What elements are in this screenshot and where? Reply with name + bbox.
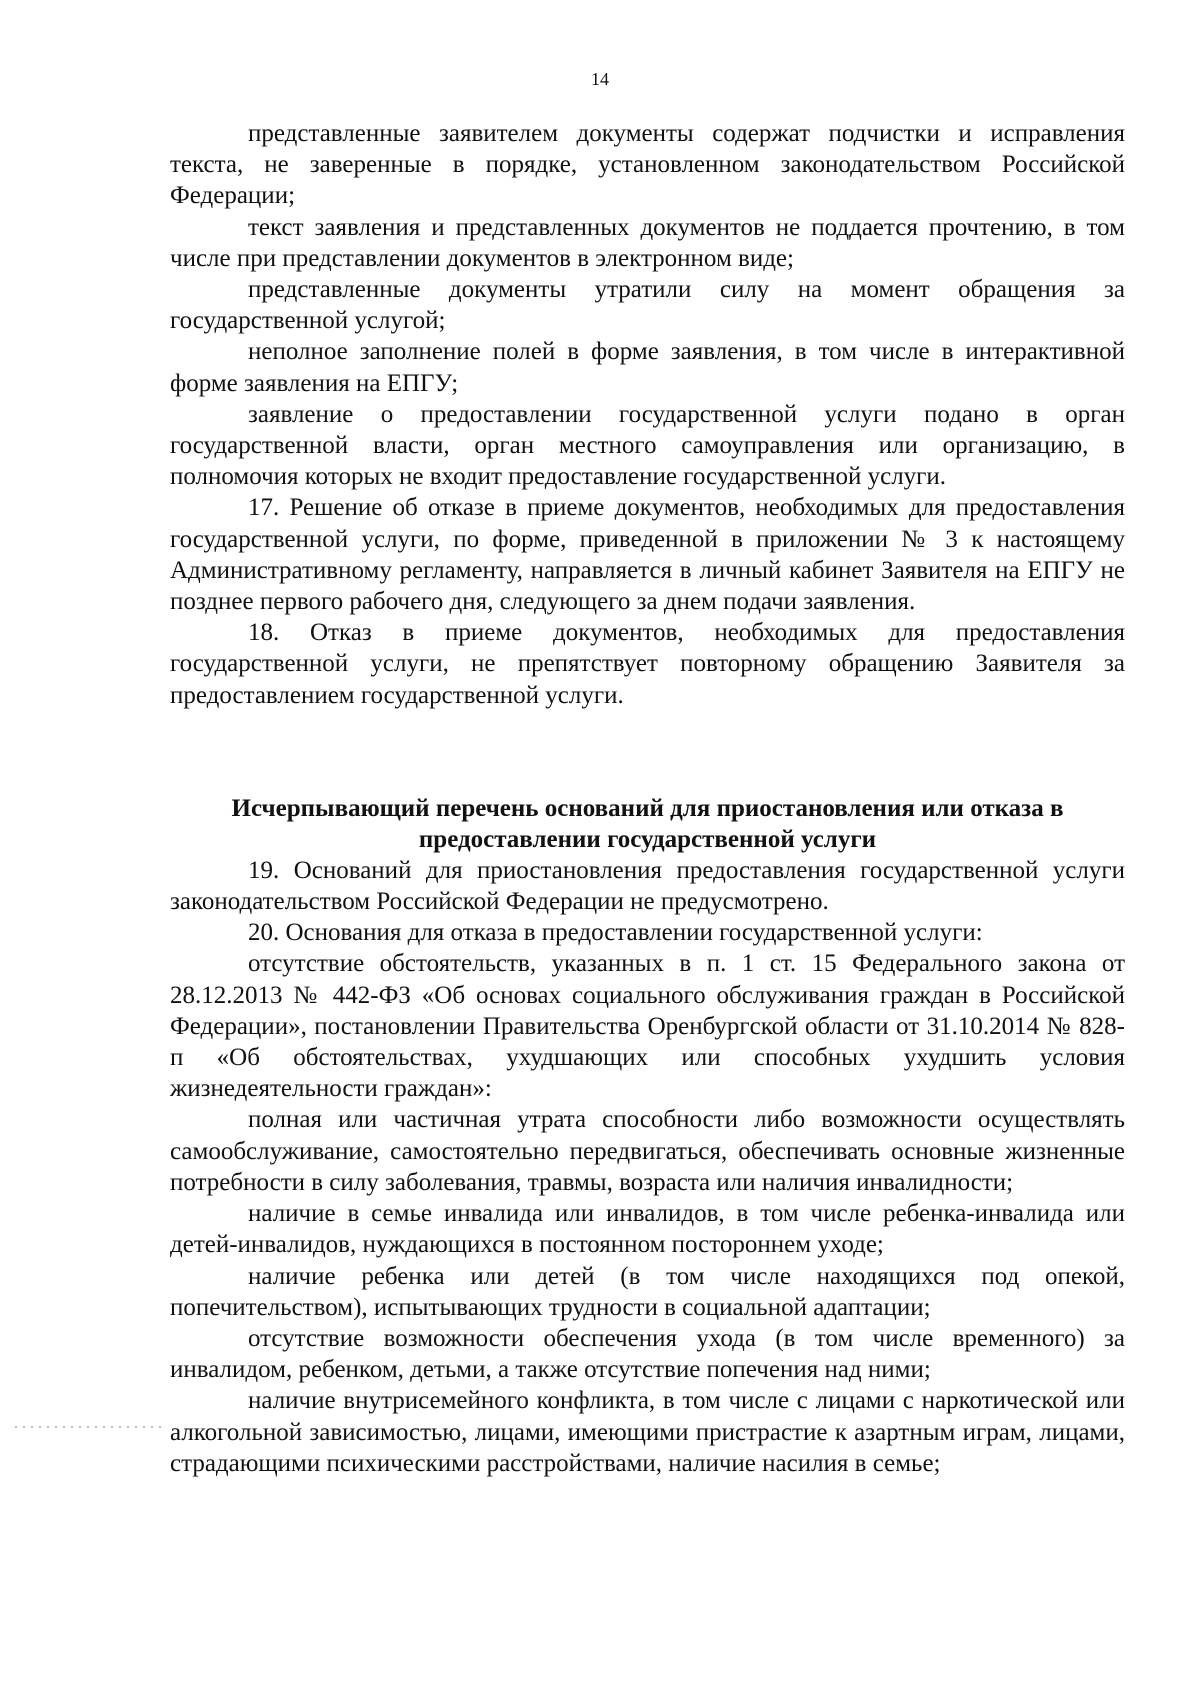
paragraph-item-18: 18. Отказ в приеме документов, необходимых для предоставления государственной услуги, не препятствует повторному обращению Заявителя за предоставлением государственной услуги. [170, 619, 1125, 709]
paragraph-item-20: 20. Основания для отказа в предоставлении государственной услуги: [248, 919, 983, 947]
document-body [170, 118, 1125, 1479]
paragraph-child-adaptation: наличие ребенка или детей (в том числе находящихся под опекой, попечительством), испытывающих трудности в социальной адаптации; [170, 1262, 1125, 1321]
paragraph-docs-corrections: представленные заявителем документы содержат подчистки и исправления текста, не заверенные в порядке, установленном законодательством Российской Федерации; [170, 120, 1125, 210]
paragraph-docs-expired: представленные документы утратили силу на момент обращения за государственной услугой; [170, 276, 1125, 335]
page-number: 14 [591, 69, 609, 89]
section-heading [170, 793, 1125, 855]
paragraph-item-19: 19. Оснований для приостановления предоставления государственной услуги законодательством Российской Федерации не предусмотрено. [170, 856, 1125, 916]
paragraph-disabled-in-family: наличие в семье инвалида или инвалидов, в том числе ребенка-инвалида или детей-инвалидов, нуждающихся в постоянном постороннем уходе; [170, 1200, 1125, 1259]
paragraph-family-conflict: наличие внутрисемейного конфликта, в том числе с лицами с наркотической или алкогольной зависимостью, лицами, имеющими пристрастие к азартным играм, лицами, страдающими психическими расстройствами, наличие насилия в семье; [170, 1387, 1125, 1477]
paragraph-no-care-possibility: отсутствие возможности обеспечения ухода (в том числе временного) за инвалидом, ребенком, детьми, а также отсутствие попечения над ними; [170, 1324, 1125, 1384]
section-heading-line-1: Исчерпывающий перечень оснований для приостановления или отказа в [231, 794, 1064, 822]
section-heading-line-2: предоставлении государственной услуги [418, 825, 877, 853]
paragraph-incomplete-form: неполное заполнение полей в форме заявления, в том числе в интерактивной форме заявления на ЕПГУ; [170, 338, 1125, 397]
paragraph-loss-of-ability: полная или частичная утрата способности либо возможности осуществлять самообслуживание, самостоятельно передвигаться, обеспечивать основные жизненные потребности в силу заболевания, травмы, возраста или наличия инвалидности; [170, 1106, 1125, 1196]
paragraph-absence-circumstances: отсутствие обстоятельств, указанных в п. 1 ст. 15 Федерального закона от 28.12.2013 № 442-ФЗ «Об основах социального обслуживания граждан в Российской Федерации», постановлении Правительства Оренбургской области от 31.10.2014 № 828-п «Об обстоятельствах, ухудшающих или способных ухудшить условия жизнедеятельности граждан»: [170, 950, 1125, 1103]
paragraph-item-17: 17. Решение об отказе в приеме документов, необходимых для предоставления государственной услуги, по форме, приведенной в приложении № 3 к настоящему Административному регламенту, направляется в личный кабинет Заявителя на ЕПГУ не позднее первого рабочего дня, следующего за днем подачи заявления. [170, 494, 1125, 616]
paragraph-text-unreadable: текст заявления и представленных документов не поддается прочтению, в том числе при представлении документов в электронном виде; [170, 213, 1125, 272]
scan-margin-specks [12, 1424, 162, 1430]
paragraph-wrong-authority: заявление о предоставлении государственной услуги подано в орган государственной власти, орган местного самоуправления или организацию, в полномочия которых не входит предоставление государственной услуги. [170, 400, 1125, 491]
